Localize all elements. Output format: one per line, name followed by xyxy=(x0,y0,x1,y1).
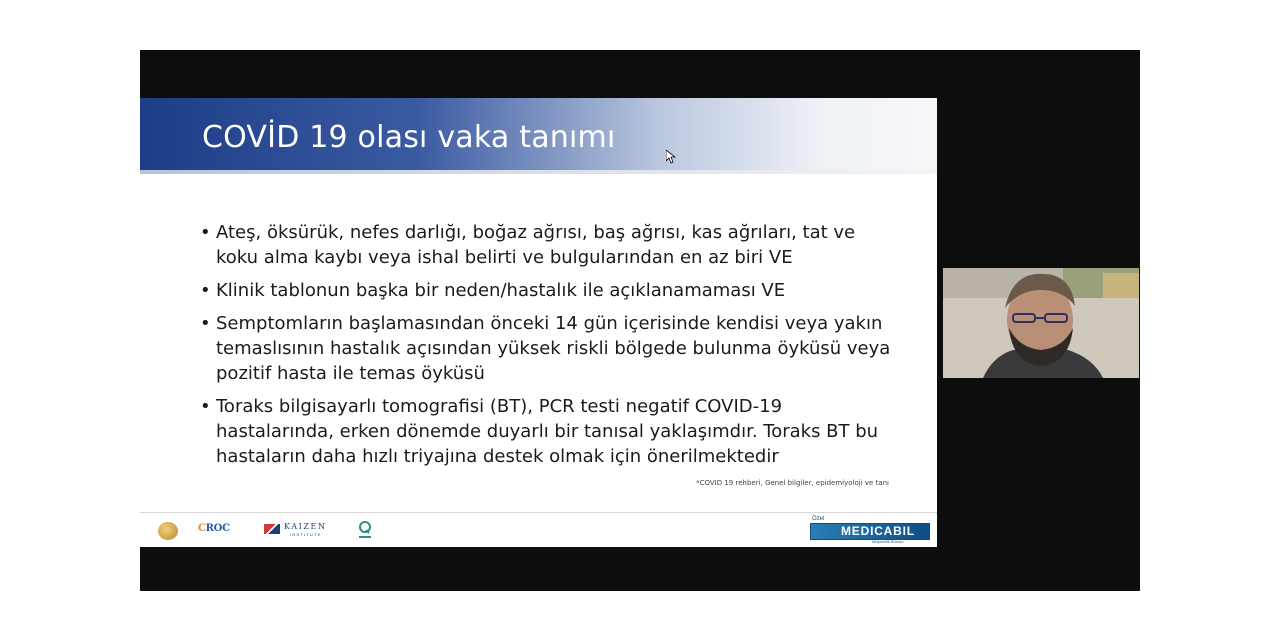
medicabil-box xyxy=(810,523,930,540)
seal-logo-icon xyxy=(158,522,178,540)
bullet-item xyxy=(202,220,902,270)
kaizen-logo xyxy=(264,522,336,538)
header-divider xyxy=(140,170,937,174)
bullet-item xyxy=(202,394,902,469)
footnote: *COVID 19 rehberi, Genel bilgiler, epidemiyoloji ve tanı xyxy=(696,479,889,487)
bullet-item xyxy=(202,311,902,386)
medicabil-prefix: Özel xyxy=(812,516,825,522)
q-logo-icon xyxy=(358,520,372,540)
bullet-list xyxy=(202,220,902,477)
kaizen-flag-icon xyxy=(264,524,280,534)
medicabil-logo xyxy=(808,516,932,546)
webcam-person-image xyxy=(943,268,1139,378)
bullet-text: Klinik tablonun başka bir neden/hastalık ile açıklanamaması VE xyxy=(216,280,786,301)
bullet-dot: • xyxy=(200,313,211,334)
roc-logo-text: ROC xyxy=(205,523,230,534)
bullet-text: Toraks bilgisayarlı tomografisi (BT), PCR testi negatif COVID-19 hastalarında, erken dönemde duyarlı bir tanısal yaklaşımdır. Toraks BT bu hastaların daha hızlı triyajına destek olmak için önerilmektedir xyxy=(216,396,879,467)
roc-logo: CROC xyxy=(198,523,230,534)
webcam-video xyxy=(943,268,1139,378)
kaizen-logo-subtext: INSTITUTE xyxy=(290,532,322,537)
bullet-dot: • xyxy=(200,280,211,301)
bullet-text: Semptomların başlamasından önceki 14 gün içerisinde kendisi veya yakın temaslısının hastalık açısından yüksek riskli bölgede bulunma öyküsü veya pozitif hasta ile temas öyküsü xyxy=(216,313,891,384)
kaizen-logo-text: KAIZEN xyxy=(284,522,327,531)
footer-divider xyxy=(140,512,937,513)
presentation-slide xyxy=(140,98,937,547)
bullet-item xyxy=(202,278,902,303)
medicabil-logo-text: MEDICABIL xyxy=(841,524,915,538)
bullet-text: Ateş, öksürük, nefes darlığı, boğaz ağrısı, baş ağrısı, kas ağrıları, tat ve koku alma kaybı veya ishal belirti ve bulgularından en az biri VE xyxy=(216,222,856,268)
medicabil-subtext: Müşavirlik Bürosu xyxy=(872,539,904,544)
slide-title: COVİD 19 olası vaka tanımı xyxy=(202,120,616,155)
bullet-dot: • xyxy=(200,222,211,243)
bullet-dot: • xyxy=(200,396,211,417)
slide-footer xyxy=(140,516,937,547)
mouse-cursor-icon xyxy=(666,150,676,164)
slide-header xyxy=(140,98,937,170)
